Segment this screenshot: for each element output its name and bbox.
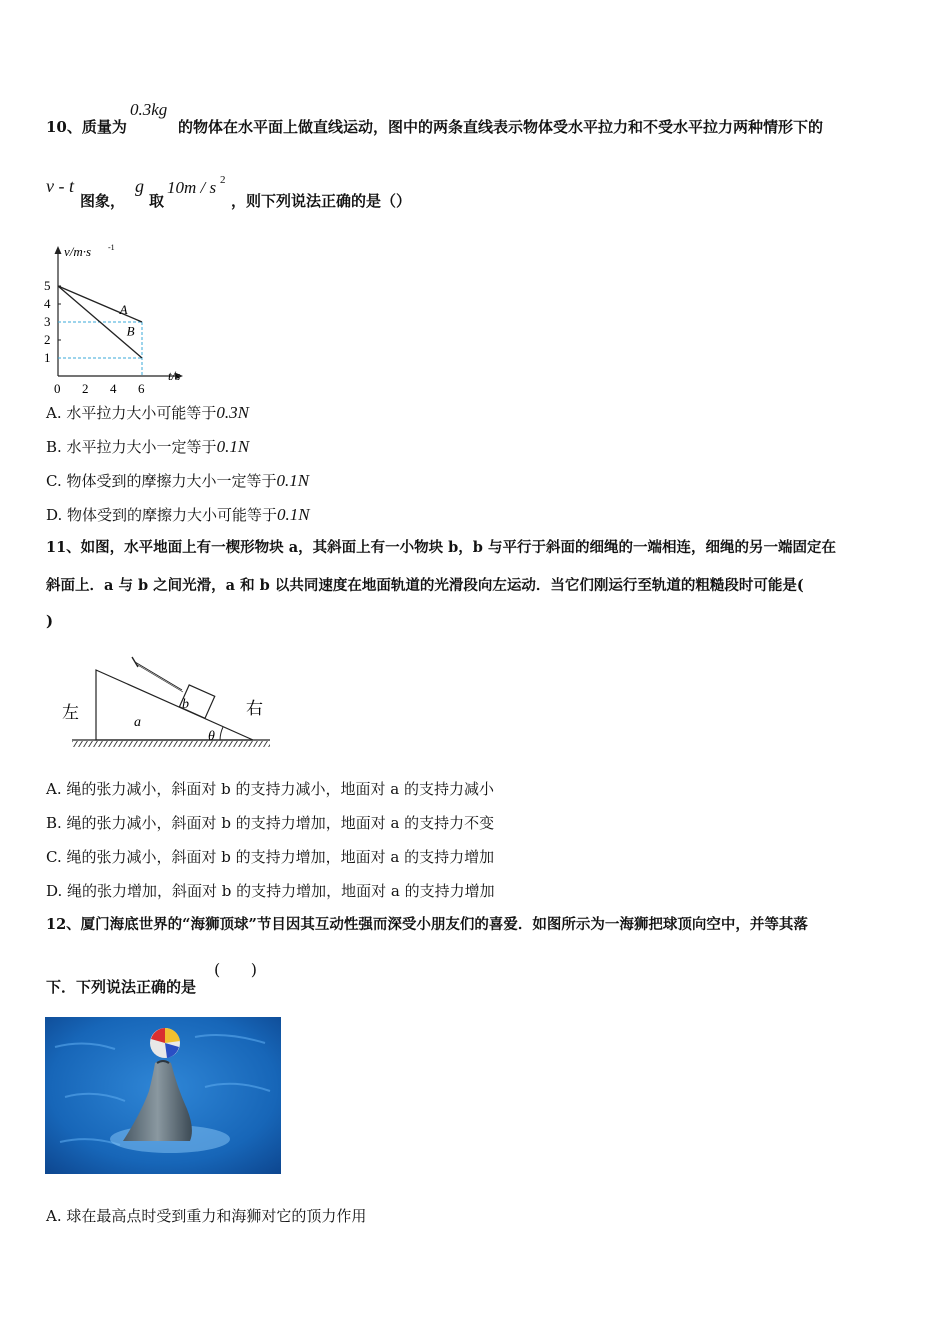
q11-option-d[interactable]: D. 绳的张力增加，斜面对 b 的支持力增加，地面对 a 的支持力增加 xyxy=(46,882,495,900)
series-line-A xyxy=(58,286,142,322)
q11-line3: ) xyxy=(46,612,54,630)
q10-option-d[interactable] xyxy=(46,504,310,525)
q10-option-d-text: D. 物体受到的摩擦力大小可能等于 xyxy=(46,506,278,524)
label-left: 左 xyxy=(62,703,79,723)
y-tick-label: 2 xyxy=(44,332,51,347)
q11-option-b[interactable]: B. 绳的张力减小，斜面对 b 的支持力增加，地面对 a 的支持力不变 xyxy=(46,814,495,832)
q10-option-b-text: B. 水平拉力大小一定等于 xyxy=(46,438,217,456)
q12-line1: 12、厦门海底世界的“海狮顶球”节目因其互动性强而深受小朋友们的喜爱．如图所示为一海狮把球顶向空中，并等其落 xyxy=(46,916,808,933)
y-axis-label: v/m·s xyxy=(64,244,92,259)
q10-number: 10、 xyxy=(46,118,82,136)
q10-option-b[interactable] xyxy=(46,436,249,457)
y-tick-label: 4 xyxy=(44,296,51,311)
q10-option-d-value: 0.1N xyxy=(277,505,310,524)
wedge-figure xyxy=(58,652,278,752)
x-tick-label: 4 xyxy=(110,381,117,396)
x-axis-label: t/s xyxy=(168,368,181,383)
q10-text-5: ，则下列说法正确的是（） xyxy=(231,192,412,210)
q10-option-a[interactable] xyxy=(46,402,249,423)
q10-line1 xyxy=(46,116,127,137)
q10-option-b-value: 0.1N xyxy=(216,437,250,456)
wedge-a xyxy=(96,670,253,740)
q10-text-3: 图象， xyxy=(80,192,126,210)
y-tick-label: 3 xyxy=(44,314,51,329)
q10-option-c-text: C. 物体受到的摩擦力大小一定等于 xyxy=(46,472,277,490)
x-tick-label: 0 xyxy=(54,381,61,396)
line-label-b: B xyxy=(126,323,135,339)
label-right: 右 xyxy=(246,699,263,719)
y-axis-label-exp: -1 xyxy=(108,243,115,252)
q11-option-a[interactable]: A. 绳的张力减小，斜面对 b 的支持力减小，地面对 a 的支持力减小 xyxy=(46,780,494,798)
q11-line2: 斜面上．a 与 b 之间光滑，a 和 b 以共同速度在地面轨道的光滑段向左运动．当它们刚运行至轨道的粗糙段时可能是( xyxy=(46,577,804,594)
angle-arc xyxy=(220,727,223,740)
q10-g: g xyxy=(135,176,144,196)
rope-edge xyxy=(136,664,183,692)
ground-hatch xyxy=(72,741,270,747)
y-axis-arrow xyxy=(55,246,62,254)
q12-bracket: ( ) xyxy=(214,960,257,979)
rope xyxy=(135,662,182,690)
q11-line1: 11、如图，水平地面上有一楔形物块 a，其斜面上有一小物块 b，b 与平行于斜面的细绳的一端相连，细绳的另一端固定在 xyxy=(46,539,836,556)
line-label-a: A xyxy=(119,301,128,317)
q10-vt: v - t xyxy=(46,176,74,196)
q12-line2: 下．下列说法正确的是 xyxy=(46,978,197,996)
sea-lion-photo xyxy=(45,1017,281,1174)
q11-option-c[interactable]: C. 绳的张力减小，斜面对 b 的支持力增加，地面对 a 的支持力增加 xyxy=(46,848,495,866)
q10-option-a-value: 0.3N xyxy=(216,403,249,422)
label-a: a xyxy=(134,715,141,730)
x-tick-label: 6 xyxy=(138,381,145,396)
q10-text-2: 的物体在水平面上做直线运动，图中的两条直线表示物体受水平拉力和不受水平拉力两种情形下的 xyxy=(178,118,824,136)
q10-gexp: 2 xyxy=(220,174,226,186)
q10-option-c[interactable] xyxy=(46,470,309,491)
q10-mass: 0.3kg xyxy=(130,100,168,119)
label-b: b xyxy=(182,697,189,712)
q10-gval: 10m / s xyxy=(167,178,217,197)
q10-option-c-value: 0.1N xyxy=(276,471,310,490)
y-tick-label: 5 xyxy=(44,278,51,293)
q10-option-a-text: A. 水平拉力大小可能等于 xyxy=(46,404,217,422)
q12-option-a[interactable]: A. 球在最高点时受到重力和海狮对它的顶力作用 xyxy=(46,1207,367,1225)
q10-text-1: 质量为 xyxy=(81,118,127,136)
y-tick-label: 1 xyxy=(44,350,51,365)
vt-graph xyxy=(40,238,200,396)
label-theta: θ xyxy=(208,729,215,744)
q10-text-4: 取 xyxy=(149,192,165,210)
x-tick-label: 2 xyxy=(82,381,89,396)
